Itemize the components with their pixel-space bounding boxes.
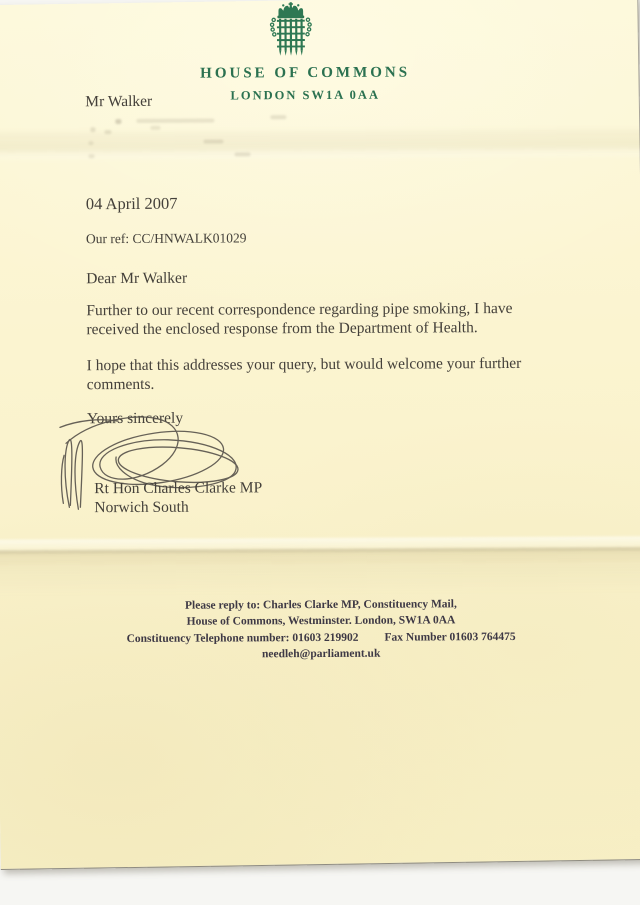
portcullis-crest-icon	[251, 2, 331, 62]
paper-fold-crease-middle	[0, 536, 640, 566]
footer-telephone: Constituency Telephone number: 01603 219902	[126, 631, 359, 645]
closing-phrase: Yours sincerely	[86, 409, 184, 428]
paragraph-2	[87, 355, 587, 395]
paragraph-1-line-2: received the enclosed response from the Department of Health.	[86, 319, 478, 339]
footer-address-line: House of Commons, Westminster. London, SW1A 0AA	[186, 614, 456, 629]
recipient-name: Mr Walker	[85, 92, 153, 111]
footer-fax: Fax Number 01603 764475	[384, 630, 516, 644]
reference-number: Our ref: CC/HNWALK01029	[85, 230, 247, 247]
signatory-constituency: Norwich South	[94, 498, 189, 517]
footer-reply-line: Please reply to: Charles Clarke MP, Constituency Mail,	[184, 598, 457, 612]
paragraph-1	[86, 300, 586, 340]
salutation: Dear Mr Walker	[86, 269, 188, 288]
org-address: LONDON SW1A 0AA	[230, 87, 380, 103]
paragraph-2-line-2: comments.	[86, 375, 155, 394]
footer-contact-block	[1, 595, 640, 664]
paper-fold-crease-upper	[0, 128, 640, 162]
paper-fold-crease-middle-line	[0, 547, 640, 554]
paragraph-1-line-1: Further to our recent correspondence regarding pipe smoking, I have	[86, 299, 513, 320]
footer-email: needleh@parliament.uk	[261, 647, 381, 661]
letter-date: 04 April 2007	[85, 193, 178, 214]
signatory-name: Rt Hon Charles Clarke MP	[94, 479, 263, 498]
paragraph-2-line-1: I hope that this addresses your query, but would welcome your further	[86, 354, 522, 375]
paper-fold-crease-middle-shadow	[0, 558, 640, 596]
org-name: HOUSE OF COMMONS	[200, 64, 411, 82]
